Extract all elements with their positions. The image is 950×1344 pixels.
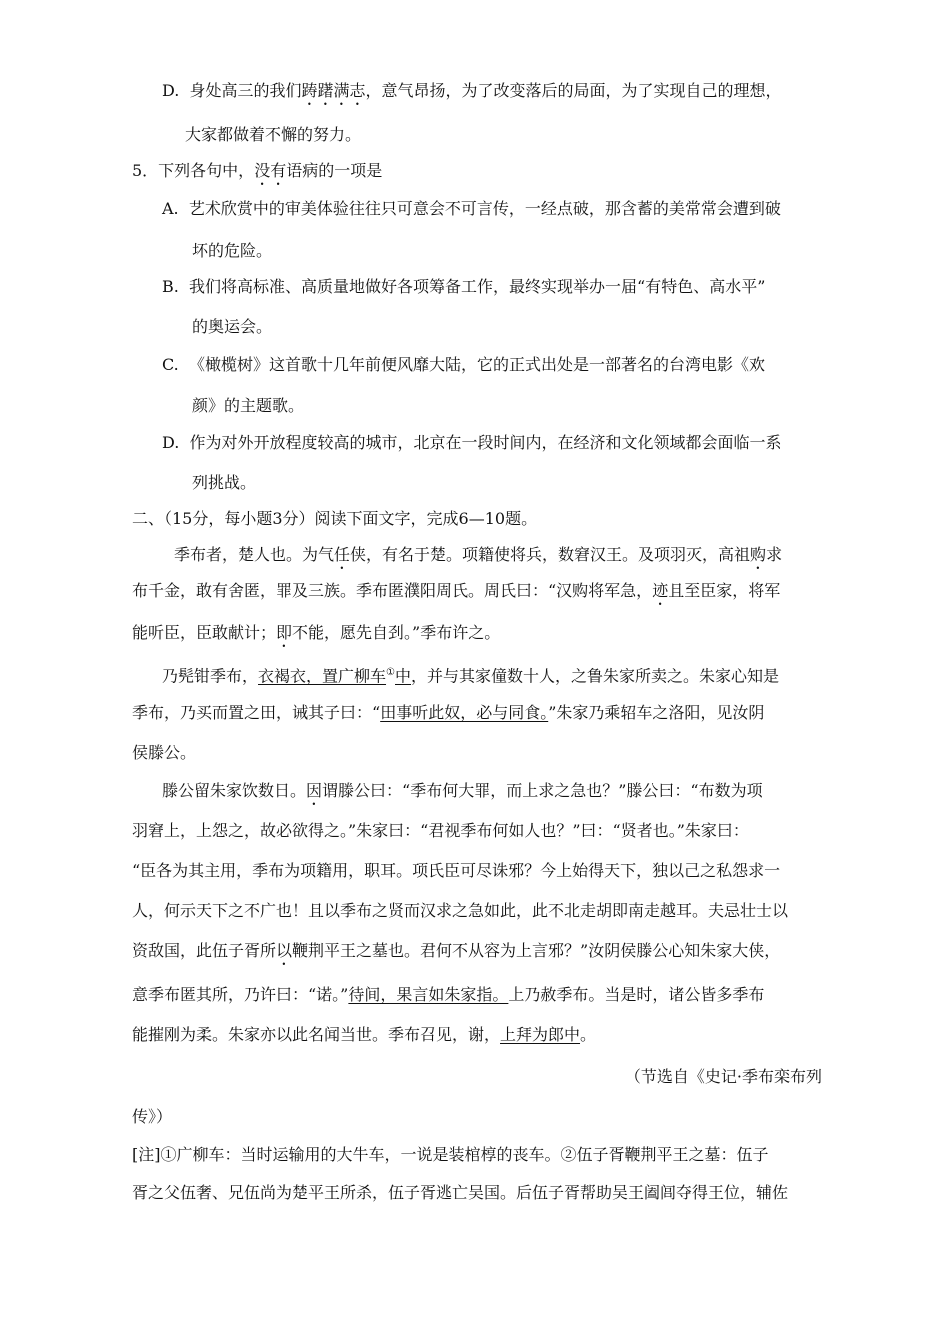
footnote-marker: ① xyxy=(386,667,395,678)
option-label: A. xyxy=(162,199,179,218)
q5-option-a: A. 艺术欣赏中的审美体验往往只可意会不可言传，一经点破，那含蓄的美常常会遭到破 xyxy=(162,199,781,218)
q4-option-d: D. 身处高三的我们踌躇满志，意气昂扬，为了改变落后的局面，为了实现自己的理想， xyxy=(162,81,782,100)
passage-line: 乃髡钳季布，衣褐衣，置广柳车①中，并与其家僮数十人，之鲁朱家所卖之。朱家心知是 xyxy=(162,666,780,686)
passage-line: 滕公留朱家饮数日。因谓滕公曰：“季布何大罪，而上求之急也？”滕公曰：“布数为项 xyxy=(162,781,763,800)
passage-line: 侯滕公。 xyxy=(132,743,197,762)
footnote: 胥之父伍奢、兄伍尚为楚平王所杀，伍子胥逃亡吴国。后伍子胥帮助吴王阖闾夺得王位，辅佐 xyxy=(132,1183,789,1202)
q5-option-c-cont: 颜》的主题歌。 xyxy=(192,396,305,415)
passage-line: 资敌国，此伍子胥所以鞭荆平王之墓也。君何不从容为上言邪？”汝阴侯滕公心知朱家大侠， xyxy=(132,941,781,960)
q5-option-d: D. 作为对外开放程度较高的城市，北京在一段时间内，在经济和文化领域都会面临一系 xyxy=(162,433,782,452)
passage-line: “臣各为其主用，季布为项籍用，职耳。项氏臣可尽诛邪？今上始得天下，独以己之私怨求一 xyxy=(132,861,781,880)
passage-line: 人，何示天下之不广也！且以季布之贤而汉求之急如此，此不北走胡即南走越耳。夫忌壮士以 xyxy=(132,901,789,920)
emphasized-word: 任 xyxy=(334,545,351,564)
emphasized-word: 因 xyxy=(306,781,323,800)
underlined-phrase: 田事听此奴，必与同食。 xyxy=(380,703,549,722)
underlined-phrase: 上拜为郎中 xyxy=(500,1025,581,1044)
passage-line: 意季布匿其所，乃许曰：“诺。”待间，果言如朱家指。上乃赦季布。当是时，诸公皆多季布 xyxy=(132,985,765,1004)
q5-option-a-cont: 坏的危险。 xyxy=(192,241,273,260)
source-citation: （节选自《史记·季布栾布列 xyxy=(624,1067,822,1086)
passage-line: 能听臣，臣敢献计；即不能，愿先自刭。”季布许之。 xyxy=(132,623,501,642)
q5-option-c: C. 《橄榄树》这首歌十几年前便风靡大陆，它的正式出处是一部著名的台湾电影《欢 xyxy=(162,355,765,374)
passage-line: 季布者，楚人也。为气任侠，有名于楚。项籍使将兵，数窘汉王。及项羽灭，高祖购求 xyxy=(174,545,783,564)
section-heading: 二、（15分，每小题3分）阅读下面文字，完成6—10题。 xyxy=(132,509,538,528)
underlined-phrase: 中 xyxy=(395,666,412,686)
underlined-phrase: 待间，果言如朱家指。 xyxy=(348,985,509,1004)
footnote: [注]①广柳车：当时运输用的大牛车，一说是装棺椁的丧车。②伍子胥鞭荆平王之墓：伍子 xyxy=(132,1145,769,1164)
q5-option-b-cont: 的奥运会。 xyxy=(192,317,273,336)
passage-line: 季布，乃买而置之田，诫其子曰：“田事听此奴，必与同食。”朱家乃乘轺车之洛阳，见汝阴 xyxy=(132,703,765,722)
option-label: C. xyxy=(162,355,179,374)
source-citation-cont: 传》） xyxy=(132,1107,173,1126)
passage-line: 能摧刚为柔。朱家亦以此名闻当世。季布召见，谢，上拜为郎中。 xyxy=(132,1025,597,1044)
option-label: B. xyxy=(162,277,179,296)
passage-line: 布千金，敢有舍匿，罪及三族。季布匿濮阳周氏。周氏曰：“汉购将军急，迹且至臣家，将军 xyxy=(132,581,781,600)
option-label: D. xyxy=(162,81,180,100)
emphasized-word: 没有 xyxy=(254,161,287,180)
q5-option-b: B. 我们将高标准、高质量地做好各项筹备工作，最终实现举办一届“有特色、高水平” xyxy=(162,277,766,296)
q4-option-d-cont: 大家都做着不懈的努力。 xyxy=(185,125,362,144)
emphasized-word: 购 xyxy=(750,545,767,564)
emphasized-word: 迹 xyxy=(652,581,669,600)
underlined-phrase: 衣褐衣，置广柳车 xyxy=(258,666,387,686)
q5-stem: 5．下列各句中，没有语病的一项是 xyxy=(132,161,383,180)
passage-line: 羽窘上，上怨之，故必欲得之。”朱家曰：“君视季布何如人也？”曰：“贤者也。”朱家曰： xyxy=(132,821,749,840)
q5-option-d-cont: 列挑战。 xyxy=(192,473,257,492)
option-label: D. xyxy=(162,433,180,452)
emphasized-word: 以 xyxy=(276,941,293,960)
emphasized-word: 即 xyxy=(276,623,293,642)
emphasized-word: 踌躇满志 xyxy=(301,81,366,100)
